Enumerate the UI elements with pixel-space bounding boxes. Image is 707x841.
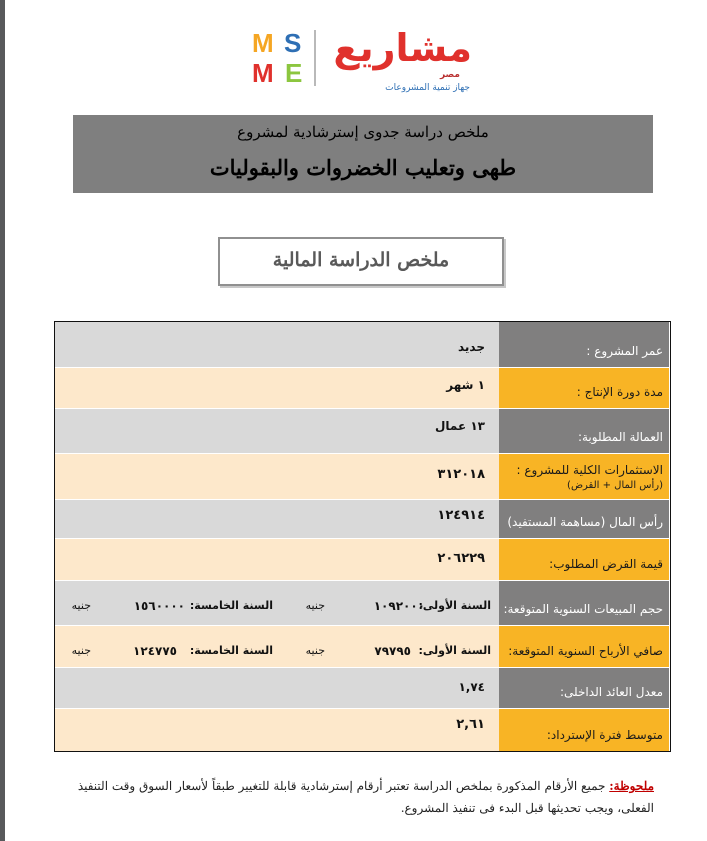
row-label: صافي الأرباح السنوية المتوقعة: [508, 644, 663, 658]
row-label: معدل العائد الداخلى: [560, 685, 663, 699]
banner-title: طهى وتعليب الخضروات والبقوليات [209, 155, 517, 180]
year-one-sales [273, 581, 491, 625]
note-text: جميع الأرقام المذكورة بملخص الدراسة تعتبر أرقام إسترشادية قابلة للتغيير طبقاً لأسعار السوق وقت التنفيذ الفعلى، ويجب تحديثها قبل البدء فى تنفيذ المشروع. [77, 779, 654, 815]
year-one-unit: جنيه [305, 599, 325, 612]
year-five-label: السنة الخامسة: [189, 599, 273, 612]
year-one-label: السنة الأولى: [418, 599, 491, 612]
table-row [55, 500, 669, 539]
row-label-cell [499, 368, 669, 408]
table-row [55, 581, 669, 626]
logo-letter-s: S [284, 28, 302, 58]
row-label-cell [499, 322, 669, 367]
row-label: عمر المشروع : [586, 344, 663, 358]
year-one-value: ١٠٩٢٠٠٠ [373, 599, 425, 613]
row-sublabel: (رأس المال + القرض) [567, 480, 663, 491]
row-label: قيمة القرض المطلوب: [549, 557, 663, 571]
row-value: ١ شهر [446, 378, 485, 392]
logo-divider [314, 30, 316, 86]
financial-summary-title: ملخص الدراسة المالية [272, 249, 450, 271]
table-row [55, 322, 669, 368]
row-value-cell [55, 454, 499, 499]
year-five-unit: جنيه [71, 644, 91, 657]
row-value: ١٢٤٩١٤ [437, 508, 485, 523]
row-label: حجم المبيعات السنوية المتوقعة: [503, 602, 663, 616]
row-label-cell [499, 409, 669, 453]
year-one-profit [273, 626, 491, 667]
row-label: رأس المال (مساهمة المستفيد) [507, 515, 663, 529]
row-label: العمالة المطلوبة: [577, 430, 663, 444]
row-value-cell [55, 626, 499, 667]
msme-letters [252, 30, 312, 88]
row-label-cell [499, 668, 669, 708]
row-value-cell [55, 409, 499, 453]
logo-tagline: جهاز تنمية المشروعات [385, 83, 470, 93]
year-five-sales [61, 581, 273, 625]
year-one-value: ٧٩٧٩٥ [374, 644, 411, 658]
year-five-profit [61, 626, 273, 667]
row-label: مدة دورة الإنتاج : [576, 385, 663, 399]
table-row [55, 626, 669, 668]
row-label: متوسط فترة الإسترداد: [546, 728, 663, 742]
row-value-cell [55, 500, 499, 538]
msme-logo [252, 26, 480, 96]
row-value: ٢,٦١ [456, 717, 485, 732]
year-one-unit: جنيه [305, 644, 325, 657]
page-edge-strip [0, 0, 5, 841]
year-five-label: السنة الخامسة: [189, 644, 273, 657]
note-keyword: ملحوظة: [609, 779, 654, 793]
row-label-cell [499, 454, 669, 499]
row-label-cell [499, 539, 669, 580]
row-label-cell [499, 500, 669, 538]
year-five-unit: جنيه [71, 599, 91, 612]
row-label-cell [499, 709, 669, 751]
row-label-main: الاستثمارات الكلية للمشروع : [516, 463, 663, 477]
logo-letter-e: E [285, 58, 303, 88]
banner-subtitle: ملخص دراسة جدوى إسترشادية لمشروع [237, 123, 489, 141]
row-value: جديد [457, 340, 485, 354]
table-row [55, 539, 669, 581]
row-value-cell [55, 539, 499, 580]
logo-wordmark: مشاريع [333, 26, 472, 70]
table-row [55, 454, 669, 500]
row-value-cell [55, 368, 499, 408]
row-value-cell [55, 709, 499, 751]
row-value-cell [55, 581, 499, 625]
disclaimer-note [70, 775, 654, 819]
row-label-cell [499, 626, 669, 667]
logo-letter-m1: M [252, 28, 274, 58]
table-row [55, 668, 669, 709]
row-value: ١,٧٤ [458, 680, 485, 694]
financial-summary-heading [218, 237, 504, 286]
row-value-cell [55, 322, 499, 367]
row-label [517, 462, 663, 494]
row-label-cell [499, 581, 669, 625]
table-row [55, 409, 669, 454]
year-one-label: السنة الأولى: [418, 644, 491, 657]
row-value: ٣١٢٠١٨ [437, 467, 485, 482]
row-value-cell [55, 668, 499, 708]
table-row [55, 709, 669, 751]
row-value: ٢٠٦٢٢٩ [437, 551, 485, 566]
year-five-value: ١٢٤٧٧٥ [133, 644, 177, 658]
title-banner [73, 115, 653, 193]
financial-summary-table [54, 321, 671, 752]
row-value: ١٣ عمال [435, 419, 485, 433]
year-five-value: ١٥٦٠٠٠٠ [133, 599, 185, 613]
logo-letter-m2: M [252, 58, 274, 88]
logo-subword: مصر [439, 70, 460, 80]
table-row [55, 368, 669, 409]
